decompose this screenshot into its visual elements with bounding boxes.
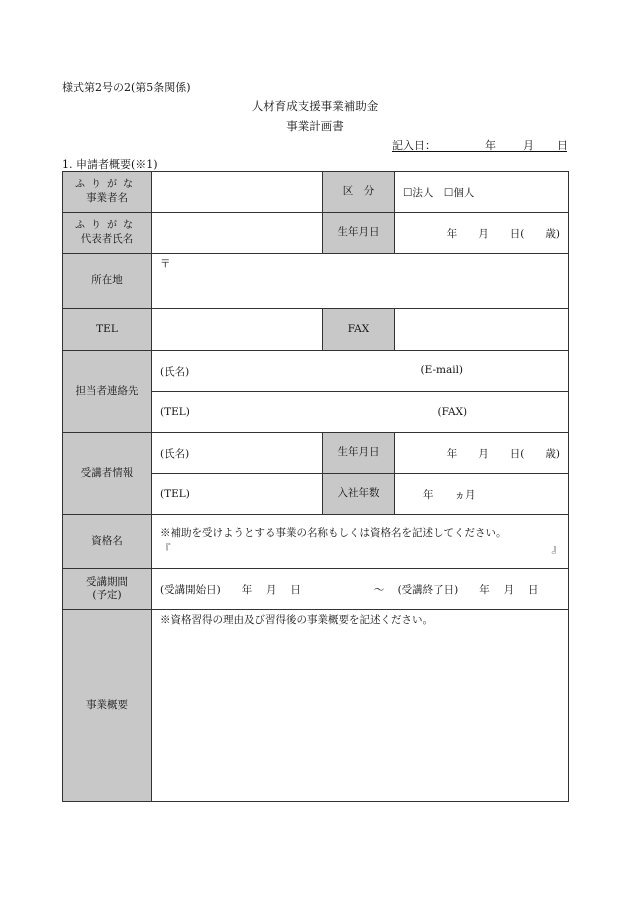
category-label: 区 分 <box>323 172 395 213</box>
contact-fax-label: (FAX) <box>437 406 468 418</box>
row-tel-fax <box>63 309 569 351</box>
course-period-label <box>63 569 152 610</box>
entry-date-month: 月 <box>523 139 534 152</box>
trainee-info-label: 受講者情報 <box>63 433 152 515</box>
representative-name-label <box>63 213 152 254</box>
representative-name-label-text: 代表者氏名 <box>80 232 134 245</box>
business-summary-note: ※資格習得の理由及び習得後の事業概要を記述ください。 <box>160 614 433 626</box>
entry-date-day: 日 <box>557 139 568 152</box>
row-business-summary <box>63 610 569 802</box>
application-form-table <box>62 171 569 802</box>
entry-date-label: 記入日： <box>392 139 436 152</box>
business-name-label-text: 事業者名 <box>86 191 128 204</box>
row-business-name <box>63 172 569 213</box>
contact-tel-fax-field[interactable] <box>152 392 569 433</box>
postal-mark: 〒 <box>160 258 171 270</box>
business-name-label <box>63 172 152 213</box>
section-title: 1. 申請者概要(※1) <box>62 158 158 171</box>
entry-date-year: 年 <box>485 139 496 152</box>
representative-name-field[interactable] <box>152 213 323 254</box>
contact-email-label: (E-mail) <box>420 363 464 376</box>
qualification-field[interactable] <box>152 515 569 569</box>
row-representative <box>63 213 569 254</box>
trainee-birthdate-label: 生年月日 <box>323 433 395 474</box>
document-title: 人材育成支援事業補助金 <box>251 99 379 113</box>
row-course-period <box>63 569 569 610</box>
document-subtitle: 事業計画書 <box>286 119 344 133</box>
furigana-label: ふりがな <box>75 220 139 232</box>
years-employed-field[interactable]: 年 ヵ月 <box>395 474 569 515</box>
form-number: 様式第2号の2(第5条関係) <box>62 81 191 94</box>
address-field[interactable] <box>152 254 569 309</box>
fax-label: FAX <box>323 309 395 351</box>
course-period-planned: (予定) <box>92 589 122 601</box>
contact-tel-label: (TEL) <box>160 406 190 418</box>
years-employed-label: 入社年数 <box>323 474 395 515</box>
bracket-close: 』 <box>551 542 562 555</box>
course-period-tilde: ～ <box>373 583 385 596</box>
qualification-note: ※補助を受けようとする事業の名称もしくは資格名を記述してください。 <box>160 527 507 540</box>
trainee-birthdate-field[interactable]: 年 月 日( 歳) <box>395 433 569 474</box>
row-address <box>63 254 569 309</box>
furigana-label: ふりがな <box>75 179 139 191</box>
category-options[interactable]: ☐法人 ☐個人 <box>395 172 569 213</box>
course-period-field[interactable] <box>152 569 569 610</box>
course-end-date: (受講終了日) 年 月 日 <box>397 583 539 596</box>
contact-person-label: 担当者連絡先 <box>63 351 152 433</box>
contact-name-email-field[interactable] <box>152 351 569 392</box>
business-summary-label: 事業概要 <box>63 610 152 802</box>
business-summary-field[interactable] <box>152 610 569 802</box>
course-period-label-text: 受講期間 <box>86 575 128 588</box>
representative-birthdate-label: 生年月日 <box>323 213 395 254</box>
tel-field[interactable] <box>152 309 323 351</box>
course-start-date: (受講開始日) 年 月 日 <box>160 583 301 596</box>
qualification-label: 資格名 <box>63 515 152 569</box>
qualification-brackets <box>160 542 562 557</box>
bracket-open: 『 <box>160 542 171 555</box>
entry-date <box>392 137 567 152</box>
fax-field[interactable] <box>395 309 569 351</box>
trainee-name-field[interactable]: (氏名) <box>152 433 323 474</box>
row-qualification <box>63 515 569 569</box>
row-trainee-name <box>63 433 569 474</box>
trainee-tel-field[interactable]: (TEL) <box>152 474 323 515</box>
tel-label: TEL <box>63 309 152 351</box>
address-label: 所在地 <box>63 254 152 309</box>
business-name-field[interactable] <box>152 172 323 213</box>
contact-name-label: (氏名) <box>160 365 190 378</box>
representative-birthdate-field[interactable]: 年 月 日( 歳) <box>395 213 569 254</box>
row-contact-name <box>63 351 569 392</box>
